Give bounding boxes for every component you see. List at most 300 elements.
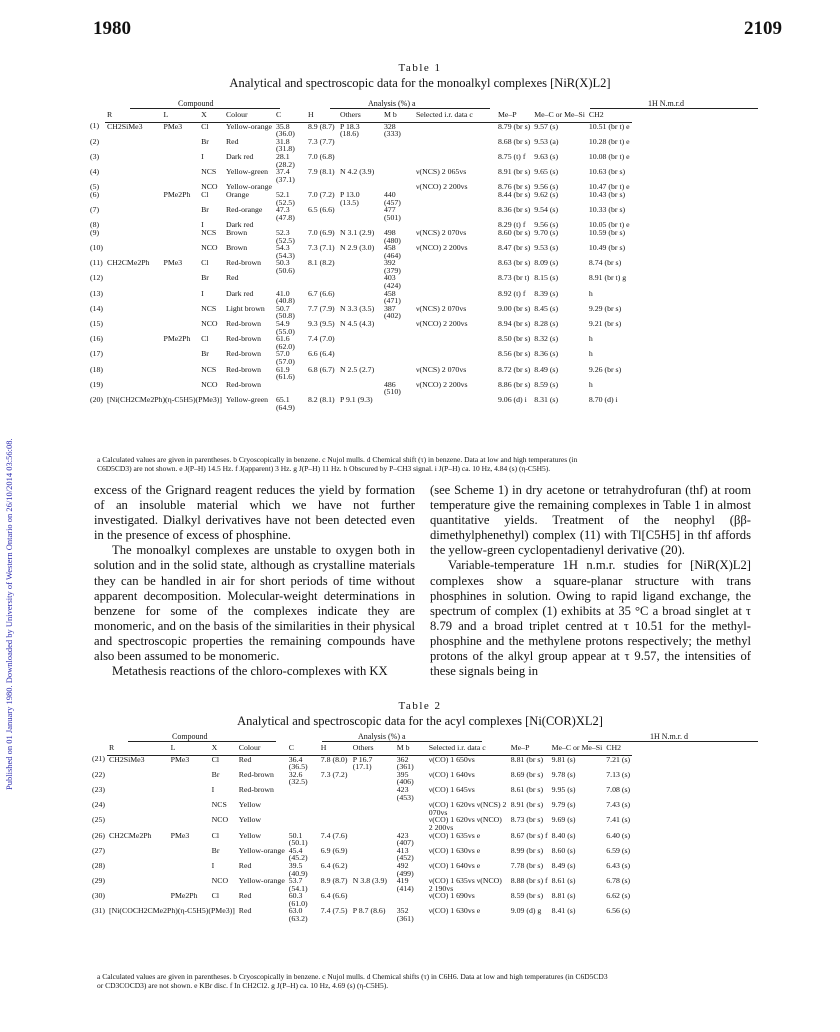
table-cell: ν(CO) 1 640vs [428, 769, 475, 779]
table-cell: Yellow-orange [225, 182, 272, 192]
table-cell: 423 (407) [396, 830, 414, 848]
table-cell [169, 862, 210, 877]
table-cell: 50.1 (50.1) [288, 830, 308, 848]
table-cell: 10.63 (br s) [588, 167, 626, 177]
table-cell: 9.57 (s) [534, 121, 559, 131]
table-cell: ν(NCS) 2 070vs [415, 227, 467, 237]
table-cell: N 2.5 (2.7) [339, 364, 375, 374]
table-cell: 54.3 (54.3) [275, 243, 295, 260]
table-cell: 8.91 (br s) [497, 167, 531, 177]
table-cell: 10.08 (br t) e [588, 151, 630, 161]
table-cell: NCO [201, 243, 218, 253]
table-cell: [Ni(COCH2CMe2Ph)(η-C5H5)(PMe3)] [109, 906, 235, 916]
table-cell: CH2CMe2Ph [109, 830, 152, 840]
table-cell: Red-brown [238, 784, 274, 794]
table-cell: 57.0 (57.0) [275, 349, 295, 366]
table-cell: I [201, 288, 204, 298]
table1-footnote-1: a Calculated values are given in parentheses. b Cryoscopically in benzene. c Nujol mulls. d Chemical shift (τ) in benzene. Data at low and high temperatures (in [97, 455, 578, 464]
table-cell: 7.0 (6.9) [307, 227, 335, 237]
table-cell: 362 (361) [396, 754, 414, 772]
table-cell: Orange [225, 189, 249, 199]
table-cell: (28) [92, 860, 105, 870]
table-row [88, 244, 632, 259]
page-number: 2109 [744, 18, 782, 39]
table-cell: NCS [211, 800, 227, 810]
table-cell: ν(NCO) 2 200vs [415, 182, 468, 192]
table-cell: (17) [90, 349, 103, 359]
table2-footnote-1: a Calculated values are given in parentheses. b Cryoscopically in benzene. c Nujol mulls. d Chemical shifts (τ) in C6H6. Data at low and high temperatures (in C6D5CD3 [97, 972, 608, 981]
table-cell: 41.0 (40.8) [275, 288, 295, 306]
paragraph: excess of the Grignard reagent reduces the yield by formation of an insoluble material which we have not further investigated. Dialkyl derivatives have not been detected even in the presence of excess of phosphine. [94, 483, 415, 543]
table-cell: 423 (453) [396, 784, 414, 802]
table-cell [105, 229, 162, 244]
table-cell: 8.72 (br s) [497, 364, 531, 374]
table-cell: Br [201, 349, 209, 359]
table-cell: 65.1 (64.9) [275, 394, 295, 412]
table-cell [169, 877, 210, 892]
table-cell [351, 801, 395, 816]
table-cell: Yellow [238, 815, 261, 825]
table-cell: (18) [90, 364, 103, 374]
table-cell: 47.3 (47.8) [275, 205, 295, 222]
table-cell: Red-brown [225, 334, 262, 344]
table-cell: 6.6 (6.4) [307, 349, 335, 359]
table-cell: NCS [201, 364, 217, 374]
table-cell [382, 153, 414, 168]
table-cell: 7.3 (7.1) [307, 243, 335, 253]
table-cell: 10.49 (br s) [588, 243, 626, 253]
table-cell: ν(CO) 1 620vs ν(NCO) 2 200vs [428, 815, 502, 832]
table-cell: ν(CO) 1 650vs [428, 754, 475, 764]
table-row [88, 305, 632, 320]
table-cell: 8.81 (s) [551, 891, 576, 901]
header-cell: Me–C or Me–Si [532, 111, 587, 122]
table-cell: 387 (402) [383, 303, 401, 321]
paragraph: The monoalkyl complexes are unstable to oxygen both in solution and in the solid state, although as crystalline materials they can be handled in air for short periods of time without apparent decomposition. Molecular-weight determinations in benzene for some of the complexes indicate they are monomeric, and on the basis of the similarities in their physical and spectroscopic properties the remaining compounds have also been assumed to be monomeric. [94, 543, 415, 664]
table-cell: (10) [90, 243, 103, 253]
table-cell: 8.1 (8.2) [307, 258, 335, 268]
table-cell: P 16.7 (17.1) [352, 754, 373, 772]
table-row [88, 335, 632, 350]
table-cell: 37.4 (37.1) [275, 167, 295, 184]
table-row [88, 290, 632, 305]
header-cell: CH2 [587, 111, 632, 122]
table-cell: 52.3 (52.5) [275, 227, 295, 245]
table-header-row [90, 744, 632, 755]
table-cell [162, 381, 200, 396]
table-cell [338, 381, 382, 396]
table-row [90, 801, 632, 816]
t2-group-nmr: 1H N.m.r. d [650, 732, 688, 741]
table-cell: h [588, 288, 593, 298]
header-cell: Colour [237, 744, 287, 755]
table-cell: 477 (501) [383, 205, 401, 222]
table-cell: Yellow-green [225, 394, 269, 404]
table-cell: 9.78 (s) [551, 769, 576, 779]
table-cell [107, 786, 169, 801]
table1-label: Table 1 [398, 62, 442, 74]
table-cell: 53.7 (54.1) [288, 876, 308, 893]
table-cell: PMe3 [170, 830, 190, 840]
table-cell: 6.9 (6.9) [320, 845, 348, 855]
table-cell: ν(NCS) 2 065vs [415, 167, 467, 177]
table-cell: h [588, 379, 593, 389]
table-cell [414, 290, 496, 305]
table-cell: 8.60 (br s) [497, 227, 531, 237]
table-cell: (30) [92, 891, 105, 901]
table-row [88, 206, 632, 221]
table-cell: Brown [225, 227, 248, 237]
table-cell [162, 206, 200, 221]
table-cell [351, 786, 395, 801]
table-cell: PMe3 [163, 258, 183, 268]
table-cell: Cl [201, 258, 209, 268]
table-cell: 7.13 (s) [606, 769, 631, 779]
table1-footnote-2: C6D5CD3) are not shown. e J(P–H) 14.5 Hz. f J(apparent) 3 Hz. g J(P–H) 11 Hz. h Obscured by P–CH3 signal. i J(P–H) ca. 10 Hz, 4.84 (s) (η-C5H5). [97, 464, 551, 473]
t1-group-nmr: 1H N.m.r.d [648, 99, 684, 108]
table-cell: 8.40 (s) [551, 830, 576, 840]
table-cell [107, 892, 169, 907]
table-cell: 8.41 (s) [551, 906, 576, 916]
table-cell: 10.59 (br s) [588, 227, 626, 237]
body-right-column [430, 483, 751, 679]
table-row [88, 168, 632, 183]
table-cell: 8.94 (br s) [497, 319, 531, 329]
table-cell: 6.59 (s) [606, 845, 631, 855]
table-cell: 7.21 (s) [606, 754, 631, 764]
table-cell [162, 350, 200, 365]
table-cell: 31.8 (31.8) [275, 136, 295, 154]
table-cell: 8.59 (s) [534, 379, 559, 389]
table-cell: (5) [90, 182, 100, 192]
table-cell: 8.47 (br s) [497, 243, 531, 253]
table-cell: 7.4 (7.0) [307, 334, 335, 344]
table-row [90, 877, 632, 892]
table-cell: ν(CO) 1 635vs ν(NCO) 2 190vs [428, 876, 502, 893]
table-cell: (4) [90, 167, 100, 177]
table-cell: (1) [90, 121, 100, 131]
table-cell: Red [238, 891, 252, 901]
table-cell: 8.60 (s) [551, 845, 576, 855]
table-cell [105, 244, 162, 259]
header-cell: L [162, 111, 200, 122]
table-row [90, 847, 632, 862]
table-cell [169, 801, 210, 816]
table-cell [162, 229, 200, 244]
table-cell: CH2SiMe3 [107, 121, 143, 131]
table-cell [319, 786, 351, 801]
table-cell: ν(CO) 1 640vs e [428, 860, 481, 870]
table-cell [338, 206, 382, 221]
table-cell [287, 801, 319, 816]
table-cell [382, 168, 414, 183]
table-cell: (25) [92, 815, 105, 825]
table-cell [105, 183, 162, 191]
table-cell: Red-brown [225, 258, 262, 268]
table-cell [351, 862, 395, 877]
table-cell: (14) [90, 303, 103, 313]
table-row [88, 274, 632, 289]
table-cell: 419 (414) [396, 876, 414, 893]
table-cell: 8.61 (s) [551, 876, 576, 886]
table-row [90, 786, 632, 801]
paragraph: Metathesis reactions of the chloro-complexes with KX [112, 664, 388, 679]
table-cell: Red-brown [225, 319, 262, 329]
table-cell: NCS [201, 303, 217, 313]
table-cell: 6.5 (6.6) [307, 205, 335, 215]
table-cell: 395 (406) [396, 769, 414, 787]
body-left-column [94, 483, 415, 679]
table-cell: 8.68 (br s) [497, 136, 531, 146]
table-cell: (7) [90, 205, 100, 215]
table-cell [107, 862, 169, 877]
table-cell: 8.29 (t) f [497, 220, 526, 230]
table-cell: NCO [201, 319, 218, 329]
table-cell: ν(CO) 1 630vs e [428, 845, 481, 855]
table-cell: Red [238, 754, 252, 764]
header-cell: Selected i.r. data c [414, 111, 496, 122]
table-cell: 9.81 (s) [551, 754, 576, 764]
table-cell [169, 847, 210, 862]
table-row [88, 350, 632, 365]
table-cell: 61.6 (62.0) [275, 334, 295, 351]
table-cell: 7.08 (s) [606, 784, 631, 794]
table-cell: PMe3 [163, 121, 183, 131]
table-cell: 7.7 (7.9) [307, 303, 335, 313]
table-cell [306, 381, 338, 396]
table-cell: P 8.7 (8.6) [352, 906, 386, 916]
table-cell [162, 305, 200, 320]
table-cell: 10.05 (br t) e [588, 220, 630, 230]
table-cell [169, 771, 210, 786]
table-row [90, 771, 632, 786]
table-cell [162, 168, 200, 183]
table-cell: Yellow [238, 830, 261, 840]
table-cell [162, 153, 200, 168]
table-cell [338, 259, 382, 274]
table-cell [338, 274, 382, 289]
table-cell: 9.53 (s) [534, 243, 559, 253]
table-cell: 9.56 (s) [534, 182, 559, 192]
table-cell: ν(NCO) 2 200vs [415, 379, 468, 389]
table-cell: P 9.1 (9.3) [339, 394, 373, 404]
table-cell: (16) [90, 334, 103, 344]
table-cell: P 18.3 (18.6) [339, 121, 360, 139]
table2-caption: Analytical and spectroscopic data for the acyl complexes [Ni(COR)XL2] [237, 714, 603, 728]
table-cell [162, 320, 200, 335]
table-cell [414, 206, 496, 221]
table-cell [414, 259, 496, 274]
header-cell: Colour [224, 111, 274, 122]
table-cell: (12) [90, 273, 103, 283]
t2-group-analysis: Analysis (%) a [358, 732, 406, 741]
table-cell: h [588, 334, 593, 344]
table-cell [274, 381, 306, 396]
table-cell: CH2CMe2Ph [107, 258, 150, 268]
table-cell: 10.47 (br t) e [588, 182, 630, 192]
table-cell [107, 877, 169, 892]
table-cell: 9.65 (s) [534, 167, 559, 177]
table-row [88, 122, 632, 138]
table2-label: Table 2 [398, 700, 442, 712]
table-cell: 9.62 (s) [534, 189, 559, 199]
table-cell: Light brown [225, 303, 265, 313]
table-cell: ν(NCO) 2 200vs [415, 319, 468, 329]
table-cell [162, 290, 200, 305]
table-cell [107, 771, 169, 786]
table-cell: Red-brown [238, 769, 274, 779]
table-cell: 8.28 (s) [534, 319, 559, 329]
header-cell: Me–P [496, 111, 532, 122]
table-cell: 7.4 (7.6) [320, 830, 348, 840]
table-cell: 8.63 (br s) [497, 258, 531, 268]
table-cell: 8.32 (s) [534, 334, 559, 344]
table-cell [351, 816, 395, 831]
table-cell: (15) [90, 319, 103, 329]
table-cell [107, 801, 169, 816]
table-cell: 61.9 (61.6) [275, 364, 295, 382]
table-cell: 498 (480) [383, 227, 401, 245]
table-cell: 9.95 (s) [551, 784, 576, 794]
table-cell [107, 847, 169, 862]
table-cell: 8.49 (s) [551, 860, 576, 870]
table-cell: 8.09 (s) [534, 258, 559, 268]
table-cell: ν(NCS) 2 070vs [415, 364, 467, 374]
table-cell [382, 138, 414, 153]
table-cell: 8.88 (br s) f [510, 876, 548, 886]
table-cell [162, 244, 200, 259]
table-cell [351, 892, 395, 907]
table-cell: 9.69 (s) [551, 815, 576, 825]
header-cell: Me–C or Me–Si [550, 744, 605, 755]
table-cell: 328 (333) [383, 121, 401, 139]
t2-rule-compound [128, 741, 276, 742]
table-cell [287, 816, 319, 831]
table-cell [105, 350, 162, 365]
journal-year: 1980 [93, 18, 131, 39]
table-cell [382, 366, 414, 381]
table-cell: 63.0 (63.2) [288, 906, 308, 924]
table-cell: Yellow-green [225, 167, 269, 177]
table-cell: Red-orange [225, 205, 263, 215]
table-cell: 8.36 (s) [534, 349, 559, 359]
table-cell: (27) [92, 845, 105, 855]
table-row [88, 138, 632, 153]
table-cell: (6) [90, 189, 100, 199]
table-cell: Dark red [225, 288, 254, 298]
table-cell: 6.7 (6.6) [307, 288, 335, 298]
table-cell: ν(CO) 1 690vs [428, 891, 475, 901]
table-cell [338, 138, 382, 153]
table-cell: 9.53 (a) [534, 136, 559, 146]
table-cell: N 4.5 (4.3) [339, 319, 375, 329]
table-cell: Cl [211, 891, 219, 901]
table-cell: (3) [90, 151, 100, 161]
table-cell: ν(CO) 1 635vs e [428, 830, 481, 840]
table-row [90, 907, 632, 922]
table-cell: PMe3 [170, 754, 190, 764]
table-cell: 9.56 (s) [534, 220, 559, 230]
t1-group-compound: Compound [178, 99, 214, 108]
table-cell [306, 274, 338, 289]
table-cell: Red [238, 860, 252, 870]
table-cell: 7.43 (s) [606, 800, 631, 810]
table-cell [319, 801, 351, 816]
header-cell: H [306, 111, 338, 122]
table-cell: 50.7 (50.8) [275, 303, 295, 321]
table-cell [105, 274, 162, 289]
table-cell: 10.51 (br t) e [588, 121, 630, 131]
table-cell: (20) [90, 394, 103, 404]
table-cell: 440 (457) [383, 189, 401, 207]
table-cell: 6.4 (6.2) [320, 860, 348, 870]
table-cell: 8.2 (8.1) [307, 394, 335, 404]
table-cell: 413 (452) [396, 845, 414, 863]
table-cell: 8.67 (br s) f [510, 830, 548, 840]
table-cell: 36.4 (36.5) [288, 754, 308, 772]
header-cell: Others [351, 744, 395, 755]
table-cell: 32.6 (32.5) [288, 769, 308, 787]
table-row [90, 892, 632, 907]
table-cell: 7.3 (7.2) [320, 769, 348, 779]
table-row [90, 832, 632, 847]
table-cell: 9.26 (br s) [588, 364, 622, 374]
table-cell: 8.39 (s) [534, 288, 559, 298]
table-cell: 8.92 (t) f [497, 288, 526, 298]
table-cell: Yellow [238, 800, 261, 810]
table-cell [382, 335, 414, 350]
table-cell: I [201, 220, 204, 230]
table-cell: 7.0 (7.2) [307, 189, 335, 199]
t1-group-analysis: Analysis (%) a [368, 99, 416, 108]
table-cell: 8.9 (8.7) [320, 876, 348, 886]
table-cell: Red-brown [225, 379, 262, 389]
table-cell [414, 191, 496, 206]
table-cell: 54.9 (55.0) [275, 319, 295, 336]
table-cell [105, 381, 162, 396]
table-cell: 458 (464) [383, 243, 401, 260]
table-cell [338, 335, 382, 350]
table-cell: Red [225, 273, 239, 283]
table-cell: N 3.3 (3.5) [339, 303, 375, 313]
table-cell: NCS [201, 167, 217, 177]
table-cell: NCO [211, 876, 229, 886]
table-cell: Cl [201, 334, 209, 344]
table-cell: 8.74 (br s) [588, 258, 622, 268]
table-cell [105, 290, 162, 305]
table-cell: 35.8 (36.0) [275, 121, 295, 139]
table-cell: 45.4 (45.2) [288, 845, 308, 863]
table-cell: Cl [211, 830, 219, 840]
table-cell: 7.41 (s) [606, 815, 631, 825]
table-row [90, 862, 632, 877]
table-cell: N 3.8 (3.9) [352, 876, 387, 886]
table-row [90, 816, 632, 831]
table-cell: PMe2Ph [170, 891, 198, 901]
header-cell: M b [395, 744, 427, 755]
table-cell [162, 221, 200, 229]
header-cell: C [274, 111, 306, 122]
header-cell: Me–P [509, 744, 550, 755]
table-row [88, 153, 632, 168]
table-cell [395, 801, 427, 816]
table-cell: Red-brown [225, 349, 262, 359]
table-cell: (31) [92, 906, 105, 916]
table-cell: (26) [92, 830, 105, 840]
paragraph: Variable-temperature 1H n.m.r. studies for [NiR(X)L2] complexes show a square-planar structure with trans phosphines in solution. Owing to rapid ligand exchange, the spectrum of complex (1) exhibits at 35 °C a broad singlet at τ 8.79 and a broad triplet centred at τ 10.51 for the methyl-phosphine and the methylene protons respectively; the methyl protons of the alkyl group appear at τ 9.57, the intensities of these signals being in [430, 558, 751, 679]
table-cell: 8.86 (br s) [497, 379, 531, 389]
table-cell: (2) [90, 136, 100, 146]
